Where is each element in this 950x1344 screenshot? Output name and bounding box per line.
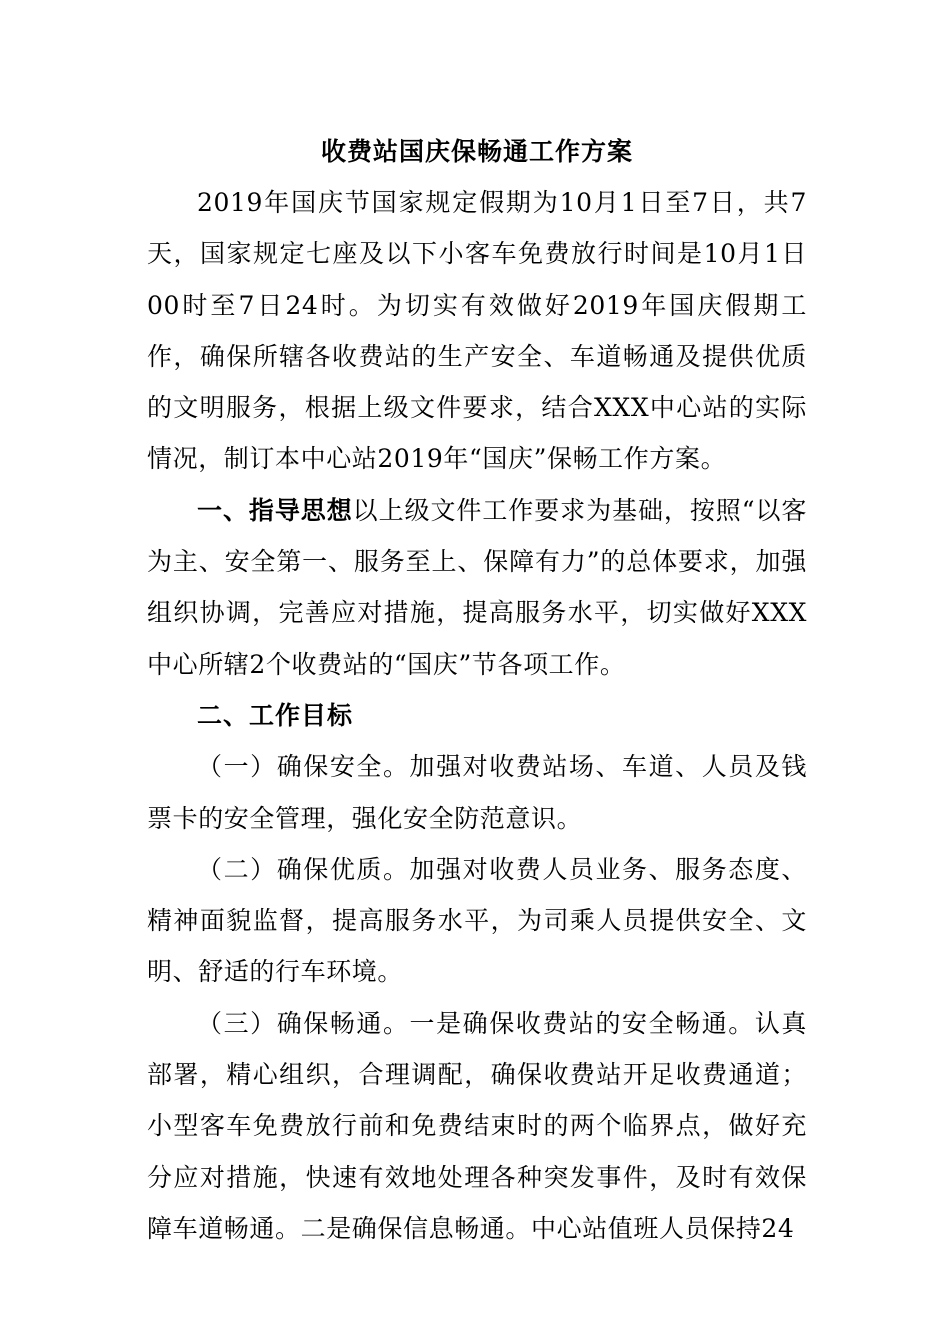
section-guiding-thought-text: 以上级文件工作要求为基础，按照“以客为主、安全第一、服务至上、保障有力”的总体要求，加强组织协调，完善应对措施，提高服务水平，切实做好XXX中心所辖2个收费站的“国庆”节各项工作。: [147, 495, 807, 679]
document-title: 收费站国庆保畅通工作方案: [320, 137, 633, 166]
section-guiding-thought: [147, 485, 807, 690]
section-guiding-thought-heading: 一、指导思想: [197, 495, 353, 525]
goal-item-quality: （二）确保优质。加强对收费人员业务、服务态度、精神面貌监督，提高服务水平，为司乘人员提供安全、文明、舒适的行车环境。: [147, 854, 807, 987]
document-page: [147, 132, 807, 1254]
goal-item-smooth-traffic: （三）确保畅通。一是确保收费站的安全畅通。认真部署，精心组织，合理调配，确保收费站开足收费通道；小型客车免费放行前和免费结束时的两个临界点，做好充分应对措施，快速有效地处理各种突发事件，及时有效保障车道畅通。二是确保信息畅通。中心站值班人员保持24: [147, 1008, 807, 1243]
section-work-goals-heading: 二、工作目标: [197, 700, 354, 730]
intro-paragraph: 2019年国庆节国家规定假期为10月1日至7日，共7天，国家规定七座及以下小客车免费放行时间是10月1日00时至7日24时。为切实有效做好2019年国庆假期工作，确保所辖各收费站的生产安全、车道畅通及提供优质的文明服务，根据上级文件要求，结合XXX中心站的实际情况，制订本中心站2019年“国庆”保畅工作方案。: [147, 188, 807, 474]
goal-item-safety: （一）确保安全。加强对收费站场、车道、人员及钱票卡的安全管理，强化安全防范意识。: [147, 752, 807, 833]
